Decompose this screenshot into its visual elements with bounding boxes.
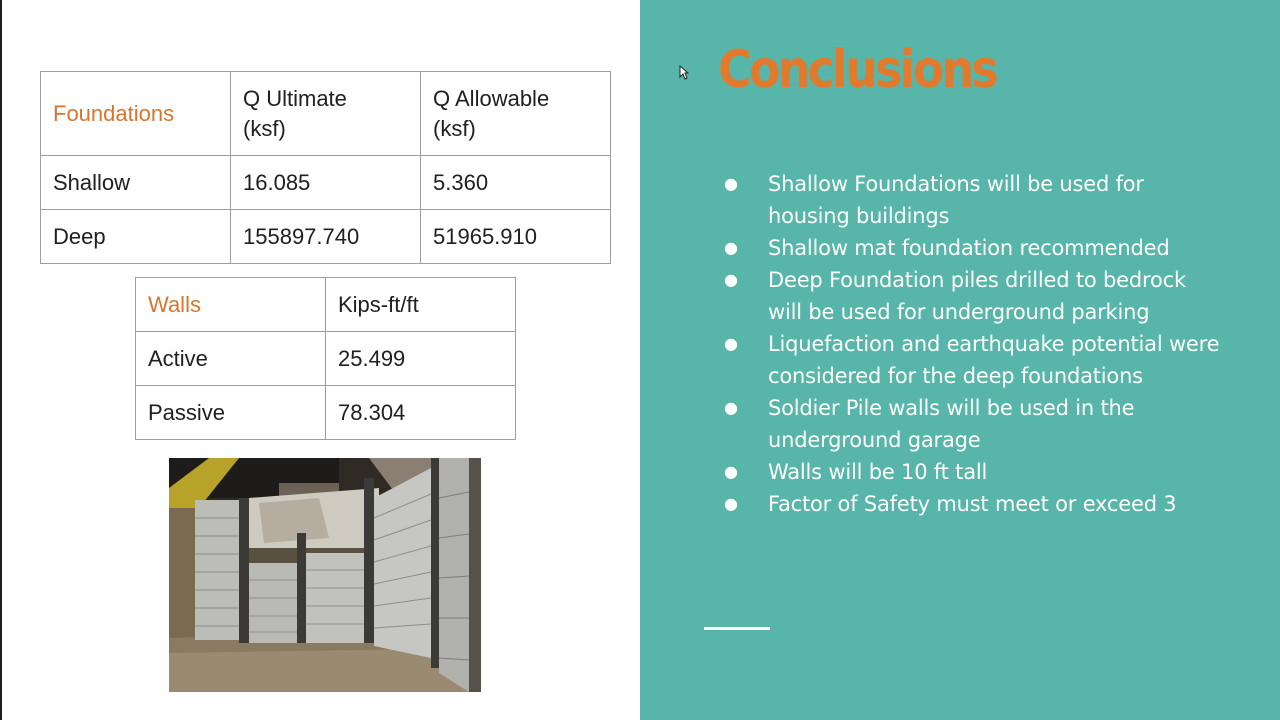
list-item [720, 456, 1220, 488]
bullet-icon: ● [724, 334, 738, 353]
cell-shallow-allowable: 5.360 [421, 156, 611, 210]
list-item-text: Factor of Safety must meet or exceed 3 [768, 492, 1177, 516]
cell-shallow-label: Shallow [41, 156, 231, 210]
list-item [720, 168, 1220, 232]
bullet-icon: ● [724, 174, 738, 193]
table-row [136, 386, 516, 440]
bullet-icon: ● [724, 238, 738, 257]
cell-deep-label: Deep [41, 210, 231, 264]
cell-passive-label: Passive [136, 386, 326, 440]
header-q-ultimate: Q Ultimate (ksf) [231, 72, 421, 156]
bullet-icon: ● [724, 462, 738, 481]
list-item [720, 328, 1220, 392]
header-foundations: Foundations [41, 72, 231, 156]
table-row [41, 156, 611, 210]
table-row [41, 210, 611, 264]
list-item-text: Walls will be 10 ft tall [768, 460, 988, 484]
list-item-text: Shallow mat foundation recommended [768, 236, 1170, 260]
header-walls: Walls [136, 278, 326, 332]
list-item-text: Liquefaction and earthquake potential were considered for the deep foundations [768, 332, 1220, 388]
walls-table [135, 277, 516, 440]
divider-line [704, 627, 770, 630]
bullet-icon: ● [724, 494, 738, 513]
cell-active-value: 25.499 [326, 332, 516, 386]
list-item [720, 392, 1220, 456]
table-header-row [136, 278, 516, 332]
list-item-text: Soldier Pile walls will be used in the underground garage [768, 396, 1135, 452]
cell-deep-ultimate: 155897.740 [231, 210, 421, 264]
mouse-pointer-icon [679, 65, 689, 81]
list-item-text: Deep Foundation piles drilled to bedrock will be used for underground parking [768, 268, 1186, 324]
table-row [136, 332, 516, 386]
window-edge [0, 0, 2, 720]
list-item [720, 232, 1220, 264]
header-q-allowable: Q Allowable (ksf) [421, 72, 611, 156]
soldier-pile-wall-photo [169, 458, 481, 692]
list-item-text: Shallow Foundations will be used for housing buildings [768, 172, 1144, 228]
slide-title: Conclusions [718, 40, 997, 100]
list-item [720, 488, 1220, 520]
bullet-icon: ● [724, 270, 738, 289]
bullet-icon: ● [724, 398, 738, 417]
foundations-table [40, 71, 611, 264]
table-header-row [41, 72, 611, 156]
header-kips: Kips-ft/ft [326, 278, 516, 332]
list-item [720, 264, 1220, 328]
cell-active-label: Active [136, 332, 326, 386]
cell-shallow-ultimate: 16.085 [231, 156, 421, 210]
cell-passive-value: 78.304 [326, 386, 516, 440]
cell-deep-allowable: 51965.910 [421, 210, 611, 264]
conclusions-list [720, 168, 1220, 520]
